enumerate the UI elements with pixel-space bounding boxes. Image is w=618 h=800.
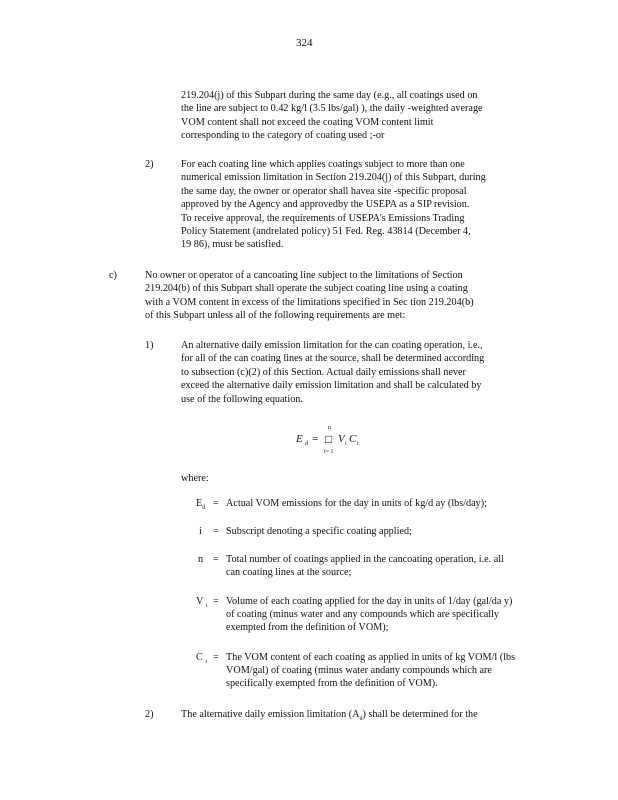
sum-bottom: i= 1 (324, 449, 334, 455)
text-line: No owner or operator of a cancoating line subject to the limitations of Section (145, 270, 463, 281)
def-text (226, 596, 512, 634)
def-text: Actual VOM emissions for the day in units of kg/d ay (lbs/day); (226, 498, 487, 509)
paragraph-continuation (181, 89, 483, 143)
def-equals: = (213, 554, 219, 565)
def-symbol: V $_i$ (196, 596, 208, 610)
text-line: VOM/gal) of coating (minus water andany compounds which are (226, 664, 492, 676)
item-label-c1: 1) (145, 340, 154, 351)
eq-equals: = (312, 433, 319, 445)
def-text (226, 652, 515, 690)
text-line: to subsection (c)(2) of this Section. Actual daily emissions shall never (181, 366, 466, 378)
def-symbol: i (199, 526, 202, 537)
text-line: The VOM content of each coating as applied in units of kg VOM/l (lbs (226, 652, 516, 663)
eq-v: V (338, 433, 345, 445)
text-line: the line are subject to 0.42 kg/l (3.5 lbs/gal) ), the daily -weighted average (181, 103, 483, 115)
item-label-c: c) (109, 270, 117, 281)
ad-subscript: d (359, 716, 363, 723)
eq-lhs-sub: d (305, 441, 308, 447)
text-line: use of the following equation. (181, 393, 303, 405)
item-c1-body (181, 339, 484, 406)
def-equals: = (213, 652, 219, 663)
item-c2-line: The alternative daily emission limitation $(A_d)$ shall be determined for the (181, 709, 478, 723)
text-line: approved by the Agency and approvedby the USEPA as a SIP revision. (181, 199, 470, 211)
def-symbol: n (198, 554, 204, 565)
where-label: where: (181, 473, 209, 484)
text-line: with a VOM content in excess of the limitations specified in Sec tion 219.204(b) (145, 296, 474, 308)
item-label-c2: 2) (145, 709, 154, 720)
page-number: 324 (296, 37, 313, 49)
def-equals: = (213, 596, 219, 607)
text-line: To receive approval, the requirements of USEPA's Emissions Trading (181, 212, 465, 224)
text-line: For each coating line which applies coatings subject to more than one (181, 159, 465, 170)
text-line: corresponding to the category of coating used ;-or (181, 130, 385, 142)
text-line: Volume of each coating applied for the day in units of 1/day (gal/da y) (226, 596, 513, 607)
text-line: exceed the alternative daily emission limitation and shall be calculated by (181, 380, 482, 392)
def-text (226, 554, 504, 580)
def-equals: = (213, 498, 219, 509)
text-line: Total number of coatings applied in the cancoating operation, i.e. all (226, 554, 504, 565)
emission-equation (296, 425, 366, 459)
text-line: can coating lines at the source; (226, 566, 352, 578)
text-line: VOM content shall not exceed the coating VOM content limit (181, 116, 434, 128)
text-line: exempted from the definition of VOM); (226, 621, 389, 633)
def-symbol: $E_d$ (196, 498, 206, 512)
text-line: 19 86), must be satisfied. (181, 239, 284, 251)
text-line: of coating (minus water and any compounds which are specifically (226, 608, 499, 620)
eq-lhs: E (296, 433, 303, 445)
text-line: of this Subpart unless all of the following requirements are met: (145, 310, 406, 322)
sum-top: n (328, 425, 331, 431)
text-line: specifically exempted from the definition of VOM). (226, 677, 438, 689)
eq-v-sub: i (345, 441, 347, 447)
text-line: Policy Statement (andrelated policy) 51 Fed. Reg. 43814 (December 4, (181, 226, 471, 238)
item-label-b2: 2) (145, 159, 154, 170)
item-c-body (145, 269, 474, 323)
text-line: 219.204(j) of this Subpart during the same day (e.g., all coatings used on (181, 90, 478, 101)
def-text: Subscript denoting a specific coating applied; (226, 526, 412, 537)
text-line: for all of the can coating lines at the source, shall be determined according (181, 353, 485, 365)
text-line: numerical emission limitation in Section 219.204(j) of this Subpart, during (181, 172, 486, 184)
eq-c: C (349, 433, 357, 445)
text-line: the same day, the owner or operator shall havea site -specific proposal (181, 185, 467, 197)
def-symbol: C $_i$ (196, 652, 208, 666)
sum-symbol: □ (325, 432, 333, 446)
def-equals: = (213, 526, 219, 537)
item-b2-body (181, 158, 486, 252)
text-line: An alternative daily emission limitation for the can coating operation, i.e., (181, 340, 483, 351)
eq-c-sub: i (357, 441, 359, 447)
text-line: 219.204(b) of this Subpart shall operate the subject coating line using a coating (145, 283, 468, 295)
